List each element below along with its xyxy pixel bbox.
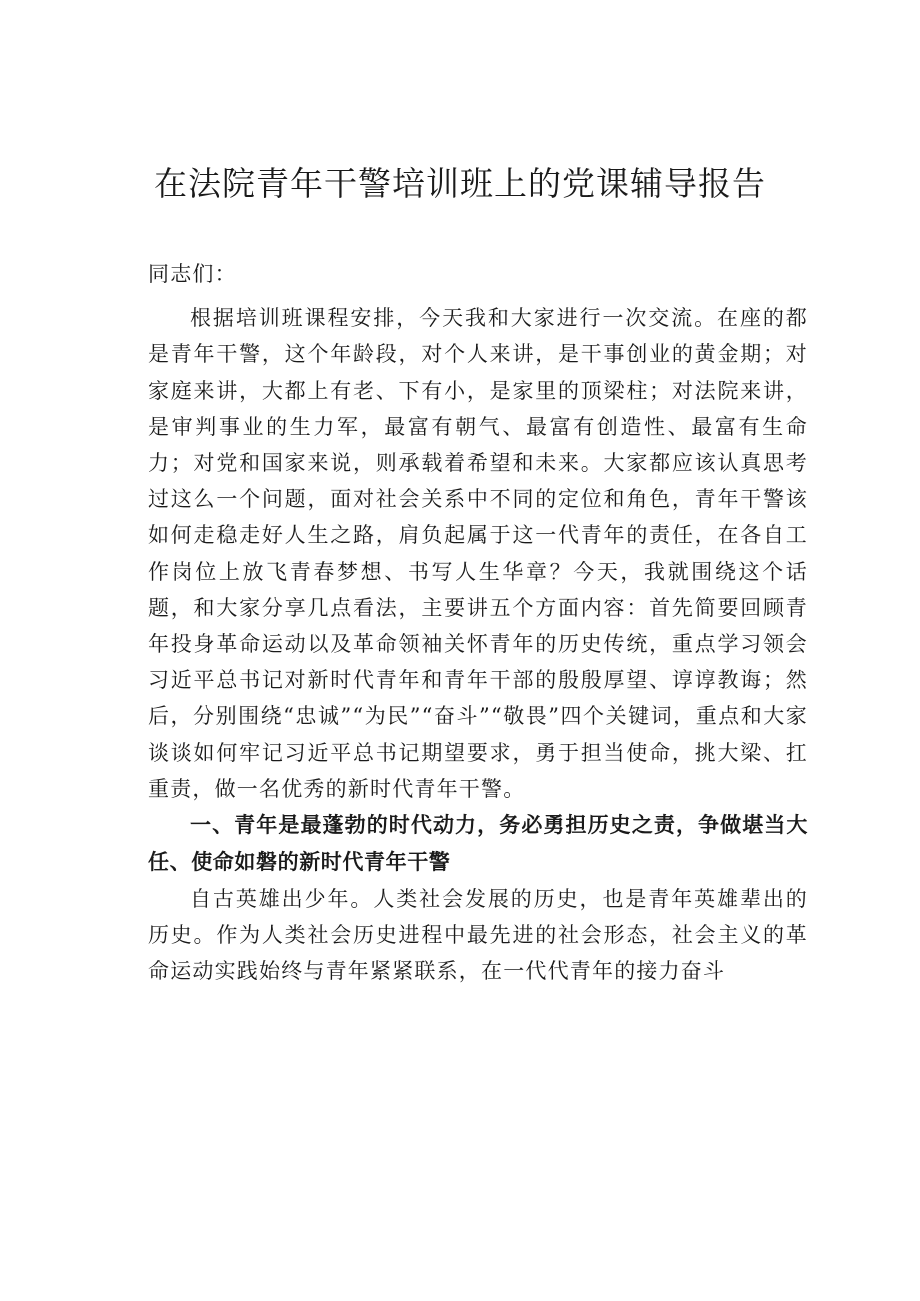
section-heading: 一、青年是最蓬勃的时代动力，务必勇担历史之责，争做堪当大任、使命如磐的新时代青年干警 — [148, 813, 808, 875]
intro-paragraph: 根据培训班课程安排，今天我和大家进行一次交流。在座的都是青年干警，这个年龄段，对个人来讲，是干事创业的黄金期；对家庭来讲，大都上有老、下有小，是家里的顶梁柱；对法院来讲，是审判事业的生力军，最富有朝气、最富有创造性、最富有生命力；对党和国家来说，则承载着希望和未来。大家都应该认真思考过这么一个问题，面对社会关系中不同的定位和角色，青年干警该如何走稳走好人生之路，肩负起属于这一代青年的责任，在各自工作岗位上放飞青春梦想、书写人生华章？今天，我就围绕这个话题，和大家分享几点看法，主要讲五个方面内容：首先简要回顾青年投身革命运动以及革命领袖关怀青年的历史传统，重点学习领会习近平总书记对新时代青年和青年干部的殷殷厚望、谆谆教诲；然后，分别围绕“忠诚”“为民”“奋斗”“敬畏”四个关键词，重点和大家谈谈如何牢记习近平总书记期望要求，勇于担当使命，挑大梁、扛重责，做一名优秀的新时代青年干警。 — [148, 306, 808, 801]
document-body — [148, 256, 808, 990]
section-paragraph: 自古英雄出少年。人类社会发展的历史，也是青年英雄辈出的历史。作为人类社会历史进程中最先进的社会形态，社会主义的革命运动实践始终与青年紧紧联系，在一代代青年的接力奋斗 — [148, 887, 808, 984]
document-title: 在法院青年干警培训班上的党课辅导报告 — [154, 164, 766, 203]
salutation: 同志们： — [148, 262, 237, 286]
